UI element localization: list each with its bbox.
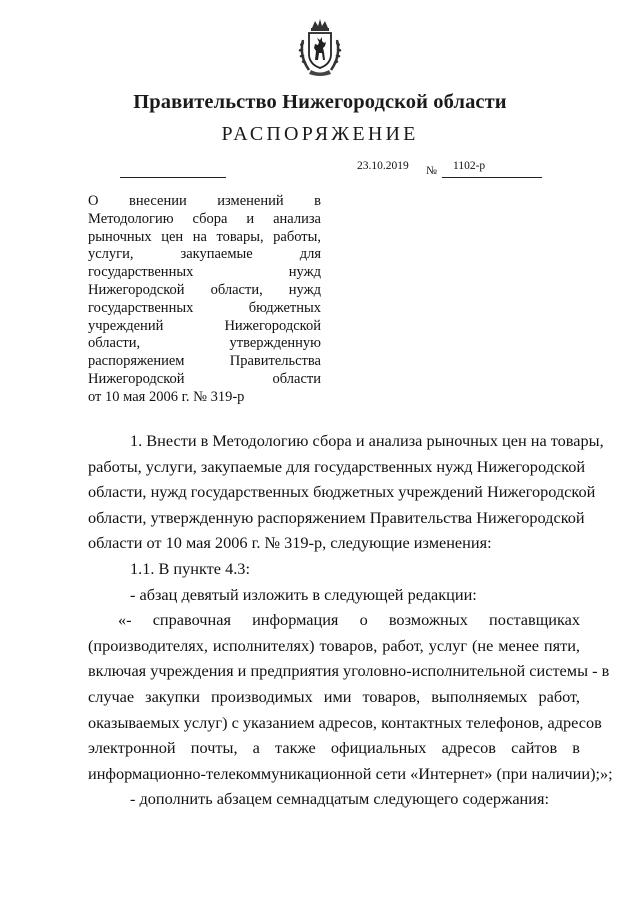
date-blank-line: [120, 177, 226, 178]
body-line: 1. Внести в Методологию сбора и анализа рыночных цен на товары,: [130, 431, 604, 450]
document-date: 23.10.2019: [357, 160, 409, 172]
document-subject: [88, 193, 321, 407]
body-line: случае закупки производимых ими товаров, выполняемых работ,: [88, 686, 580, 706]
number-sign: №: [426, 165, 437, 177]
body-line: электронной почты, а также официальных адресов сайтов в: [88, 738, 580, 758]
subject-line: от 10 мая 2006 г. № 319-р: [88, 388, 245, 405]
body-line: - абзац девятый изложить в следующей редакции:: [130, 584, 477, 604]
government-title: Правительство Нижегородской области: [133, 91, 507, 113]
body-line: области, нужд государственных бюджетных учреждений Нижегородской: [88, 482, 596, 502]
body-line: (производителях, исполнителях) товаров, работ, услуг (не менее пяти,: [88, 635, 580, 655]
body-line: «- справочная информация о возможных поставщиках: [118, 610, 580, 630]
body-line: - дополнить абзацем семнадцатым следующего содержания:: [130, 789, 549, 809]
body-line: области, утвержденную распоряжением Правительства Нижегородской: [88, 507, 585, 527]
body-line: информационно-телекоммуникационной сети «Интернет» (при наличии);»;: [88, 763, 613, 783]
number-underline: [442, 177, 542, 178]
subject-line: Методологию сбора и анализа: [88, 210, 321, 227]
body-line: оказываемых услуг) с указанием адресов, контактных телефонов, адресов: [88, 712, 602, 732]
coat-of-arms-emblem: [297, 18, 343, 78]
subject-line: Нижегородской области: [88, 370, 321, 387]
subject-line: распоряжением Правительства: [88, 353, 321, 370]
document-number: 1102-р: [453, 160, 486, 172]
subject-line: области, утвержденную: [88, 335, 321, 352]
subject-line: государственных нужд: [88, 264, 321, 281]
body-line: работы, услуги, закупаемые для государственных нужд Нижегородской: [88, 456, 586, 476]
subject-line: услуги, закупаемые для: [88, 246, 321, 263]
body-line: 1.1. В пункте 4.3:: [130, 558, 250, 578]
body-line: области от 10 мая 2006 г. № 319-р, следующие изменения:: [88, 533, 492, 553]
subject-line: О внесении изменений в: [88, 193, 321, 209]
subject-line: рыночных цен на товары, работы,: [88, 228, 321, 245]
subject-line: Нижегородской области, нужд: [88, 281, 321, 298]
document-body: [88, 428, 613, 812]
document-type-heading: РАСПОРЯЖЕНИЕ: [221, 123, 419, 145]
subject-line: учреждений Нижегородской: [88, 317, 321, 334]
body-line: включая учреждения и предприятия уголовно-исполнительной системы - в: [88, 661, 610, 681]
subject-line: государственных бюджетных: [88, 299, 321, 316]
